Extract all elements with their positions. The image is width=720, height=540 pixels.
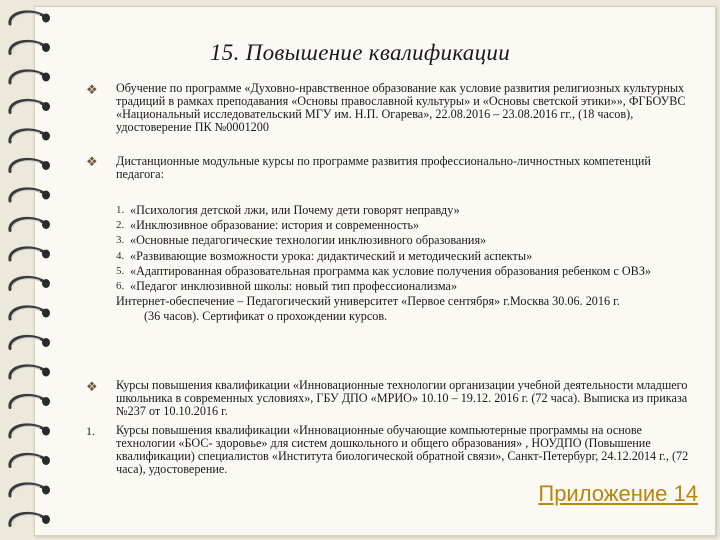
bullet-icon: ❖ [86,379,98,394]
list-item: 4. «Развивающие возможности урока: дидактический и методический аспекты» [116,248,533,263]
course-list [116,203,691,325]
spiral-binding [0,0,60,540]
paragraph-training-program: Обучение по программе «Духовно-нравственное образование как условие развития религиозных культурных традиций в рамках преподавания «Основы православной культуры» и «Основы светской этики»», ФГБОУВС «Национальный исследовательский МГУ им. Н.П. Огарева», 22.08.2016 – 23.08.2016 гг., (18 часов), удостоверение ПК №0001200 [116,81,686,134]
bullet-icon: ❖ [86,82,98,97]
appendix-link[interactable]: Приложение 14 [538,481,698,506]
binding-hole [42,102,50,111]
binding-hole [42,73,50,82]
certificate-line: (36 часов). Сертификат о прохождении курсов. [144,309,388,324]
binding-hole [42,161,50,170]
binding-hole [42,397,50,406]
slide-title: 15. Повышение квалификации [209,40,511,65]
binding-hole [42,191,50,200]
binding-hole [42,427,50,436]
binding-hole [42,250,50,259]
binding-hole [42,456,50,465]
binding-hole [42,368,50,377]
internet-provider-line: Интернет-обеспечение – Педагогический университет «Первое сентября» г.Москва 30.06. 2016 г. [116,294,620,309]
list-number: 1. [86,424,95,438]
binding-hole [42,515,50,524]
list-item: 3. «Основные педагогические технологии инклюзивного образования» [116,233,487,248]
binding-hole [42,309,50,318]
list-item: 5. «Адаптированная образовательная программа как условие получения образования ребенком с ОВЗ» [116,263,652,278]
binding-hole [42,132,50,141]
list-item: 6. «Педагог инклюзивной школы: новый тип профессионализма» [116,279,458,294]
binding-hole [42,220,50,229]
binding-hole [42,14,50,23]
binding-hole [42,279,50,288]
paragraph-innovation-courses: Курсы повышения квалификации «Инновационные технологии организации учебной деятельности младшего школьника в современных условиях», ГБУ ДПО «МРИО» 10.10 – 19.12. 2016 г. (72 часа). Выписка из приказа №237 от 10.10.2016 г. [116,378,688,418]
bullet-icon: ❖ [86,154,98,169]
paragraph-bos-courses: Курсы повышения квалификации «Инновационные обучающие компьютерные программы на основе технологии «БОС- здоровье» для систем дошкольного и общего образования» , НОУДПО (Повышение квалификации) специалистов «Института биологической обратной связи», Санкт-Петербург, 24.12.2014 г., (72 часа), удостоверение. [116,423,689,476]
binding-hole [42,486,50,495]
list-item: 1. «Психология детской лжи, или Почему дети говорят неправду» [116,203,460,217]
binding-hole [42,338,50,347]
list-item: 2. «Инклюзивное образование: история и современность» [116,218,420,233]
paragraph-distance-courses: Дистанционные модульные курсы по программе развития профессионально-личностных компетенций педагога: [116,154,651,181]
